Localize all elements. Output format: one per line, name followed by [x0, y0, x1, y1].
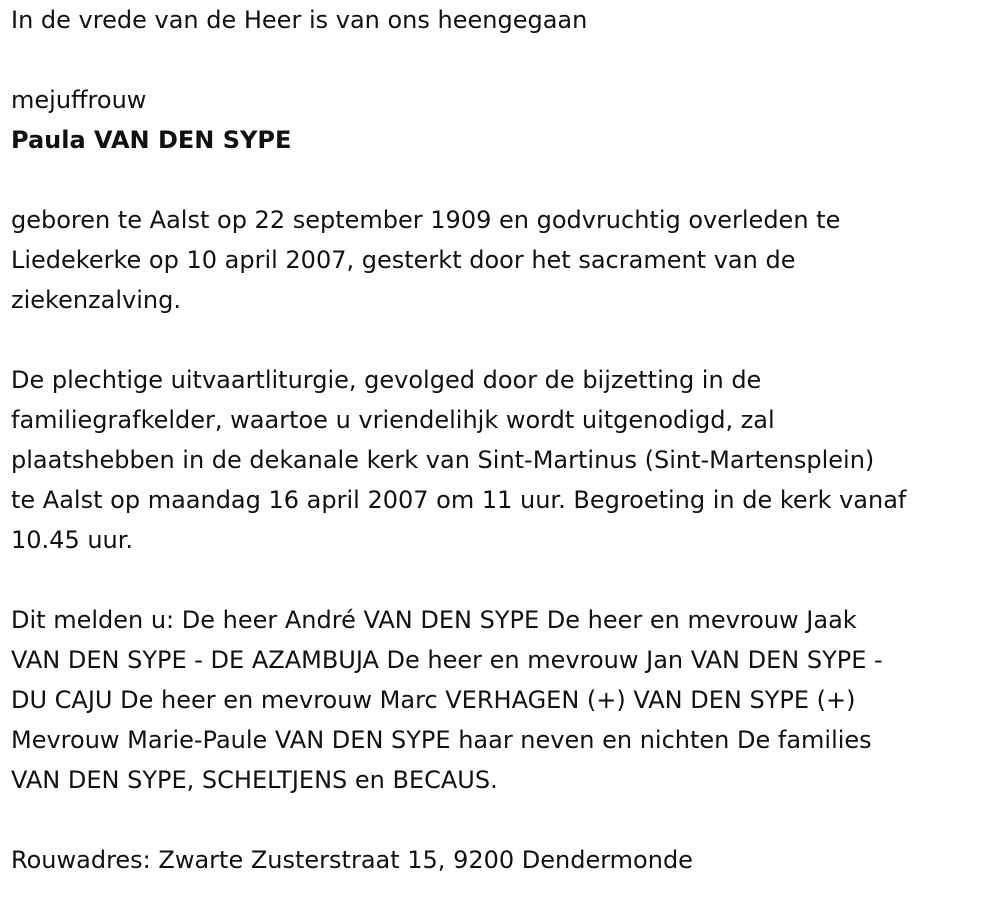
deceased-name: Paula VAN DEN SYPE: [11, 126, 292, 154]
paragraph-line: plaatshebben in de dekanale kerk van Sint-Martinus (Sint-Martensplein): [11, 446, 875, 474]
intro-line: In de vrede van de Heer is van ons heengegaan: [11, 6, 588, 34]
announcement-paragraph: [11, 600, 993, 800]
paragraph-line: DU CAJU De heer en mevrouw Marc VERHAGEN (+) VAN DEN SYPE (+): [11, 686, 856, 714]
spacer: [11, 160, 993, 200]
paragraph-line: VAN DEN SYPE, SCHELTJENS en BECAUS.: [11, 766, 498, 794]
birth-death-paragraph: [11, 200, 993, 320]
title-prefix: mejuffrouw: [11, 86, 147, 114]
spacer: [11, 40, 993, 80]
paragraph-line: Liedekerke op 10 april 2007, gesterkt door het sacrament van de: [11, 246, 796, 274]
obituary-notice: [11, 0, 993, 880]
paragraph-line: VAN DEN SYPE - DE AZAMBUJA De heer en mevrouw Jan VAN DEN SYPE -: [11, 646, 883, 674]
paragraph-line: familiegrafkelder, waartoe u vriendelihjk wordt uitgenodigd, zal: [11, 406, 775, 434]
paragraph-line: geboren te Aalst op 22 september 1909 en godvruchtig overleden te: [11, 206, 841, 234]
paragraph-line: te Aalst op maandag 16 april 2007 om 11 uur. Begroeting in de kerk vanaf: [11, 486, 907, 514]
paragraph-line: Dit melden u: De heer André VAN DEN SYPE De heer en mevrouw Jaak: [11, 606, 857, 634]
paragraph-line: Mevrouw Marie-Paule VAN DEN SYPE haar neven en nichten De families: [11, 726, 872, 754]
paragraph-line: De plechtige uitvaartliturgie, gevolged door de bijzetting in de: [11, 366, 762, 394]
spacer: [11, 320, 993, 360]
spacer: [11, 560, 993, 600]
mourning-address: Rouwadres: Zwarte Zusterstraat 15, 9200 Dendermonde: [11, 846, 693, 874]
paragraph-line: ziekenzalving.: [11, 286, 181, 314]
funeral-paragraph: [11, 360, 993, 560]
spacer: [11, 800, 993, 840]
paragraph-line: 10.45 uur.: [11, 526, 134, 554]
